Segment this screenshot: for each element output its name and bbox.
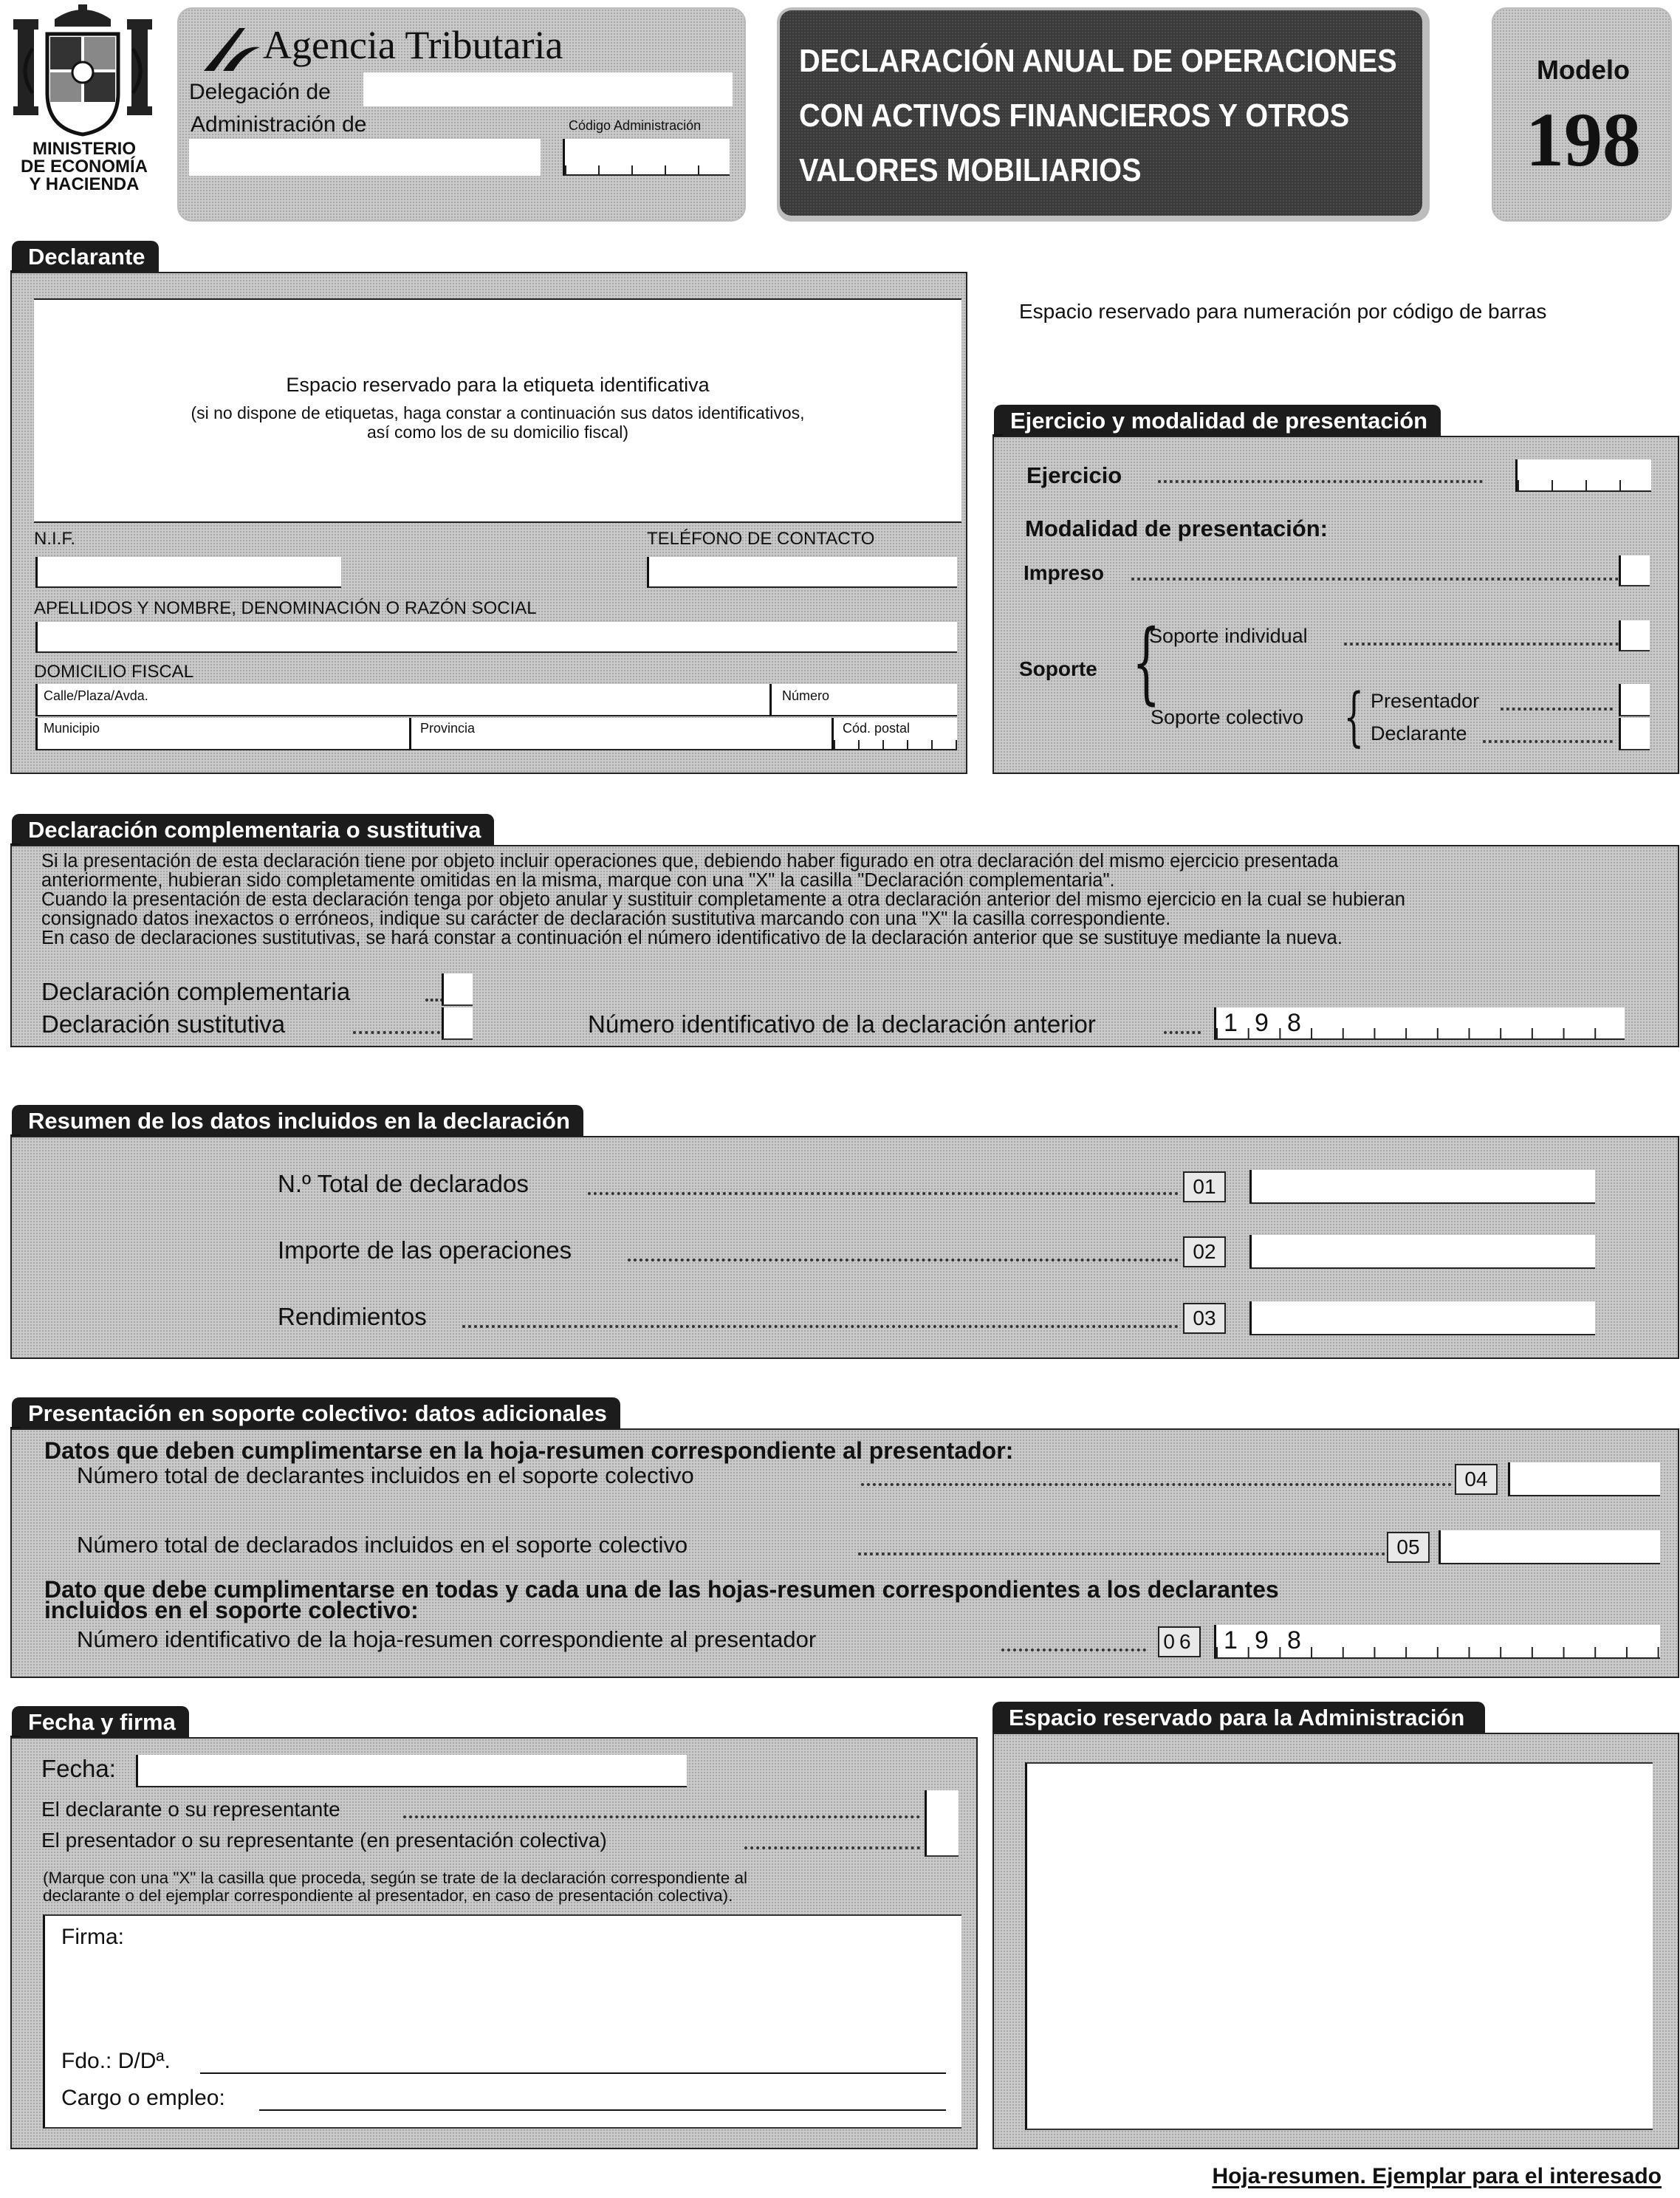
nif-label: N.I.F. [34, 529, 76, 549]
impreso-checkbox[interactable] [1619, 555, 1650, 586]
ejercicio-label: Ejercicio [1026, 462, 1122, 488]
agency-logo-icon [201, 25, 263, 74]
resumen-row-1-input[interactable] [1249, 1170, 1595, 1204]
sustitutiva-dots [353, 1031, 440, 1034]
apellidos-input[interactable] [35, 622, 957, 653]
apellidos-label: APELLIDOS Y NOMBRE, DENOMINACIÓN O RAZÓN SOCIAL [34, 598, 537, 618]
declarante-modal-dots [1483, 740, 1613, 743]
numero-anterior-label: Número identificativo de la declaración anterior [588, 1010, 1096, 1038]
presentador-dots [1501, 708, 1613, 711]
resumen-tab: Resumen de los datos incluidos en la declaración [12, 1105, 583, 1137]
administracion-label: Administración de [191, 112, 367, 137]
declarante-rep-dots [403, 1815, 920, 1818]
complementaria-para-3: Cuando la presentación de esta declaración tenga por objeto anular y sustituir completamente a otra declaración anterior del mismo ejercicio en la cual se hubieran [41, 889, 1405, 910]
row-04-input[interactable] [1508, 1462, 1660, 1496]
calle-input[interactable] [35, 684, 781, 716]
fdo-label: Fdo.: D/Dª. [61, 2049, 171, 2073]
row-05-dots [858, 1552, 1385, 1555]
colectivo-heading-1: Datos que deben cumplimentarse en la hoja-resumen correspondiente al presentador: [44, 1437, 1014, 1464]
numero-label: Número [782, 688, 830, 703]
firma-note-2: declarante o del ejemplar correspondiente al presentador, en caso de presentación colectiva). [43, 1886, 733, 1905]
complementaria-para-4: consignado datos inexactos o erróneos, indique su carácter de declaración sustitutiva marcando con una "X" la casilla correspondiente. [41, 908, 1171, 929]
ministry-line-1: MINISTERIO [32, 139, 136, 159]
impreso-label: Impreso [1024, 561, 1104, 584]
declarante-section [10, 272, 967, 774]
row-05-input[interactable] [1439, 1530, 1660, 1564]
soporte-individual-dots [1344, 643, 1625, 646]
declarante-modal-label: Declarante [1371, 722, 1467, 744]
administracion-area [1025, 1762, 1653, 2130]
title-line-2: CON ACTIVOS FINANCIEROS Y OTROS [799, 97, 1350, 134]
row-06-label: Número identificativo de la hoja-resumen correspondiente al presentador [77, 1626, 817, 1652]
soporte-individual-label: Soporte individual [1149, 625, 1308, 647]
colectivo-brace: { [1343, 680, 1365, 754]
municipio-label: Municipio [44, 721, 100, 736]
footer-text: Hoja-resumen. Ejemplar para el interesado [1212, 2164, 1662, 2188]
barcode-note: Espacio reservado para numeración por código de barras [1019, 300, 1547, 323]
firma-section [10, 1737, 978, 2149]
cod-postal-input[interactable] [832, 718, 957, 750]
complementaria-section [10, 845, 1679, 1047]
presentador-rep-checkbox[interactable] [925, 1823, 959, 1857]
codigo-admin-label: Código Administración [569, 118, 702, 133]
modelo-label: Modelo [1537, 55, 1630, 85]
codigo-admin-input[interactable] [563, 139, 730, 176]
nif-input[interactable] [35, 557, 341, 588]
row-06-dots [1001, 1648, 1146, 1651]
soporte-individual-checkbox[interactable] [1619, 620, 1650, 651]
declarante-rep-label: El declarante o su representante [41, 1798, 340, 1821]
provincia-label: Provincia [420, 721, 476, 736]
cod-postal-label: Cód. postal [843, 721, 911, 736]
row-04-dots [861, 1483, 1452, 1486]
delegacion-input[interactable] [363, 72, 733, 106]
colectivo-heading-2a: Dato que debe cumplimentarse en todas y cada una de las hojas-resumen correspondientes a los declarantes [44, 1576, 1279, 1603]
coat-of-arms-icon [10, 4, 155, 137]
resumen-row-3-dots [462, 1325, 1179, 1328]
resumen-row-2-input[interactable] [1249, 1235, 1595, 1269]
resumen-code-01: 01 [1183, 1171, 1226, 1202]
etiqueta-area[interactable] [34, 298, 961, 523]
colectivo-heading-2b: incluidos en el soporte colectivo: [44, 1597, 419, 1623]
ejercicio-tab: Ejercicio y modalidad de presentación [994, 405, 1441, 437]
resumen-row-1-dots [588, 1192, 1179, 1195]
municipio-input[interactable] [35, 718, 419, 750]
title-line-1: DECLARACIÓN ANUAL DE OPERACIONES [799, 43, 1397, 79]
row-05-label: Número total de declarados incluidos en el soporte colectivo [77, 1532, 688, 1558]
soporte-colectivo-label: Soporte colectivo [1151, 706, 1304, 728]
code-05: 05 [1387, 1532, 1430, 1563]
numero-anterior-dots [1164, 1031, 1201, 1034]
etiqueta-title: Espacio reservado para la etiqueta identificativa [286, 374, 710, 396]
firma-label: Firma: [61, 1925, 124, 1949]
resumen-row-1-label: N.º Total de declarados [278, 1170, 529, 1197]
fdo-line[interactable] [200, 2072, 946, 2074]
agency-name: Agencia Tributaria [263, 23, 563, 67]
ministry-line-2: DE ECONOMÍA [20, 157, 148, 177]
fecha-label: Fecha: [41, 1755, 116, 1782]
cargo-line[interactable] [259, 2109, 946, 2111]
row-06-digit-3: 8 [1287, 1626, 1301, 1654]
row-04-label: Número total de declarantes incluidos en el soporte colectivo [77, 1462, 694, 1488]
etiqueta-note-2: así como los de su domicilio fiscal) [366, 422, 629, 442]
etiqueta-note-1: (si no dispone de etiquetas, haga constar a continuación sus datos identificativos, [191, 403, 805, 422]
firma-note-1: (Marque con una "X" la casilla que proceda, según se trate de la declaración correspondiente al [43, 1869, 748, 1887]
complementaria-label: Declaración complementaria [41, 978, 351, 1005]
resumen-code-02: 02 [1183, 1236, 1226, 1267]
agency-header-box [177, 7, 746, 222]
modelo-number: 198 [1526, 97, 1641, 182]
modalidad-label: Modalidad de presentación: [1025, 516, 1328, 541]
delegacion-label: Delegación de [189, 80, 331, 104]
declarante-modal-checkbox[interactable] [1619, 718, 1650, 750]
ejercicio-section [992, 436, 1679, 774]
row-06-digit-1: 1 [1224, 1626, 1238, 1654]
cargo-label: Cargo o empleo: [61, 2086, 225, 2110]
telefono-input[interactable] [647, 557, 957, 588]
soporte-brace: { [1132, 612, 1161, 714]
complementaria-para-1: Si la presentación de esta declaración tiene por objeto incluir operaciones que, debiendo haber figurado en otra declaración del mismo ejercicio presentada [41, 851, 1339, 872]
colectivo-section [10, 1428, 1679, 1678]
colectivo-tab: Presentación en soporte colectivo: datos adicionales [12, 1397, 620, 1430]
resumen-code-03: 03 [1183, 1303, 1226, 1334]
title-box [780, 10, 1422, 216]
firma-tab: Fecha y firma [12, 1706, 189, 1739]
prefix-digit-2: 9 [1255, 1009, 1269, 1037]
numero-input[interactable] [769, 684, 957, 716]
presentador-rep-dots [744, 1846, 920, 1849]
ministry-line-3: Y HACIENDA [29, 174, 140, 194]
complementaria-para-5: En caso de declaraciones sustitutivas, se hará constar a continuación el número identificativo de la declaración anterior que se sustituye mediante la nueva. [41, 928, 1343, 948]
declarante-tab: Declarante [12, 241, 159, 273]
firma-box[interactable] [43, 1914, 961, 2129]
title-line-3: VALORES MOBILIARIOS [799, 152, 1142, 188]
domicilio-label: DOMICILIO FISCAL [34, 662, 194, 682]
presentador-rep-label: El presentador o su representante (en presentación colectiva) [41, 1829, 607, 1852]
row-06-input[interactable] [1214, 1625, 1660, 1659]
prefix-digit-3: 8 [1287, 1009, 1301, 1037]
provincia-input[interactable] [409, 718, 837, 750]
declarante-rep-checkbox[interactable] [925, 1790, 959, 1824]
fecha-input[interactable] [136, 1755, 687, 1787]
resumen-section [10, 1136, 1679, 1359]
code-04: 04 [1455, 1464, 1498, 1495]
complementaria-tab: Declaración complementaria o sustitutiva [12, 814, 494, 846]
sustitutiva-label: Declaración sustitutiva [41, 1010, 286, 1038]
resumen-row-2-label: Importe de las operaciones [278, 1236, 572, 1264]
complementaria-dots [425, 999, 443, 1002]
soporte-label: Soporte [1019, 657, 1097, 680]
resumen-row-2-dots [628, 1259, 1179, 1261]
administracion-section [992, 1733, 1679, 2149]
code-06: 06 [1158, 1626, 1201, 1657]
resumen-row-3-label: Rendimientos [278, 1303, 427, 1330]
calle-label: Calle/Plaza/Avda. [44, 688, 148, 703]
presentador-checkbox[interactable] [1619, 684, 1650, 716]
administracion-input[interactable] [189, 139, 541, 176]
modelo-box [1492, 7, 1672, 222]
administracion-tab: Espacio reservado para la Administración [992, 1702, 1485, 1734]
telefono-label: TELÉFONO DE CONTACTO [647, 529, 875, 549]
ejercicio-dots [1158, 480, 1483, 483]
resumen-row-3-input[interactable] [1249, 1301, 1595, 1335]
complementaria-checkbox[interactable] [442, 973, 473, 1006]
complementaria-para-2: anteriormente, hubieran sido completamente omitidas en la misma, marque con una "X" la casilla "Declaración complementaria". [41, 870, 1115, 891]
impreso-dots [1131, 578, 1631, 581]
row-06-digit-2: 9 [1255, 1626, 1269, 1654]
prefix-digit-1: 1 [1224, 1009, 1238, 1037]
ejercicio-input[interactable] [1515, 459, 1651, 492]
sustitutiva-checkbox[interactable] [442, 1007, 473, 1040]
numero-anterior-input[interactable] [1214, 1007, 1625, 1040]
presentador-label: Presentador [1371, 690, 1480, 712]
